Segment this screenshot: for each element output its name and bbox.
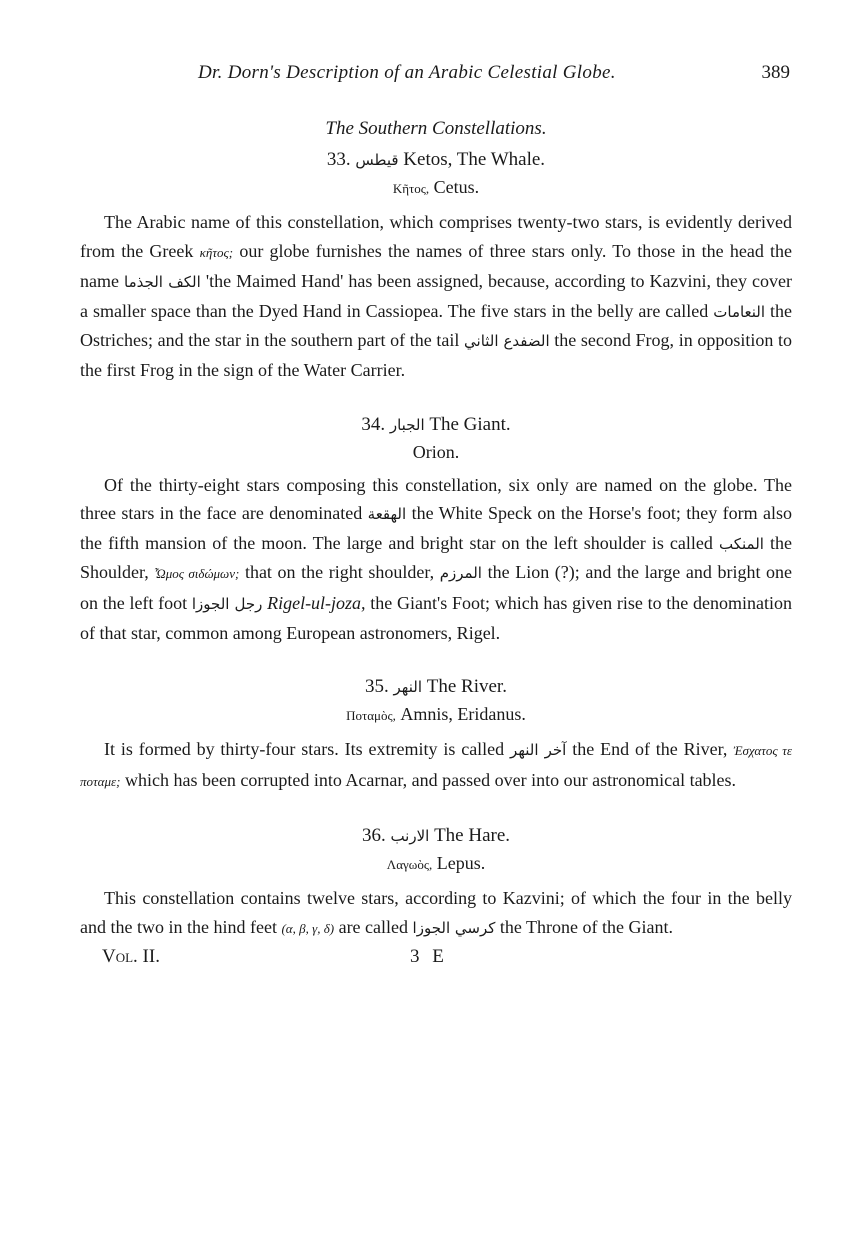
arabic-term: الكف الجذما bbox=[124, 273, 201, 292]
text: the second Frog, in opposition to the first Frog in the sign of the Water Carrier. bbox=[80, 330, 793, 380]
text: This constellation contains twelve stars, according to Kazvini; of which the four in the belly and the two in the hind feet bbox=[80, 888, 792, 937]
transliteration: Rigel-ul-joza, bbox=[267, 592, 366, 613]
entry-name: Ketos, The Whale. bbox=[403, 149, 546, 170]
entry-number: 36. bbox=[361, 825, 386, 847]
latin-name: Amnis, Eridanus. bbox=[400, 704, 526, 725]
arabic-term: المرزم bbox=[439, 564, 482, 583]
entry-number: 33. bbox=[326, 149, 351, 170]
text: the Lion (?); and the large and bright one on the left foot bbox=[80, 562, 793, 613]
page bbox=[80, 58, 792, 976]
arabic-term: الضفدع الثاني bbox=[464, 332, 550, 351]
greek-word: Ὦμος σιδώμων; bbox=[154, 566, 240, 582]
entry-name: The Giant. bbox=[429, 413, 511, 435]
text: the Throne of the Giant. bbox=[499, 916, 673, 937]
entry-35-heading bbox=[80, 673, 792, 701]
greek-word: κῆτος; bbox=[199, 244, 234, 260]
entry-35-subheading bbox=[80, 701, 792, 729]
entry-33-heading bbox=[80, 146, 792, 174]
arabic-name: الجبار bbox=[389, 415, 425, 434]
arabic-term: رجل الجوزا bbox=[191, 594, 263, 613]
entry-number: 34. bbox=[361, 413, 386, 435]
arabic-term: النعامات bbox=[713, 302, 766, 321]
entry-34-heading bbox=[80, 411, 792, 439]
text: the White Speck on the Horse's foot; they form also the fifth mansion of the moon. The large and bright star on the left shoulder is called bbox=[80, 503, 792, 553]
text: are called bbox=[338, 916, 409, 937]
greek-name: Λαγωὸς, bbox=[386, 857, 433, 873]
entry-33-paragraph bbox=[80, 208, 792, 385]
entry-name: The River. bbox=[426, 676, 507, 698]
running-title: Dr. Dorn's Description of an Arabic Celestial Globe. bbox=[198, 62, 616, 83]
greek-name: Ποταμὸς, bbox=[346, 708, 396, 724]
text: the End of the River, bbox=[572, 739, 728, 760]
text: that on the right shoulder, bbox=[244, 562, 435, 583]
arabic-name: النهر bbox=[393, 678, 422, 697]
text: which has been corrupted into Acarnar, and passed over into our astronomical tables. bbox=[124, 769, 737, 790]
arabic-name: الارنب bbox=[390, 827, 430, 846]
text: The Arabic name of this constellation, which comprises twenty-two stars, is evidently derived from the Greek bbox=[80, 212, 792, 261]
entry-36-heading bbox=[80, 822, 792, 850]
arabic-term: آخر النهر bbox=[510, 741, 567, 760]
text: Of the thirty-eight stars composing this constellation, six only are named on the globe. The three stars in the face are denominated bbox=[80, 474, 792, 524]
text: It is formed by thirty-four stars. Its extremity is called bbox=[104, 739, 505, 760]
running-head bbox=[80, 58, 792, 94]
entry-36-paragraph bbox=[80, 884, 792, 943]
page-footer bbox=[80, 946, 792, 976]
volume-mark: Vol. II. bbox=[102, 945, 160, 967]
page-number: 389 bbox=[761, 62, 790, 83]
latin-name: Cetus. bbox=[433, 177, 480, 197]
latin-name: Lepus. bbox=[436, 853, 486, 874]
section-title: The Southern Constellations. bbox=[325, 118, 547, 139]
entry-number: 35. bbox=[365, 676, 389, 698]
latin-name: Orion. bbox=[412, 441, 460, 462]
entry-34-paragraph bbox=[80, 471, 792, 648]
arabic-term: الهقعة bbox=[367, 505, 407, 524]
arabic-term: كرسي الجوزا bbox=[412, 918, 496, 937]
text: 'the Maimed Hand' has been assigned, because, according to Kazvini, they cover a smaller space than the Dyed Hand in Cassiopea. The five stars in the belly are called bbox=[80, 271, 793, 321]
arabic-term: المنكب bbox=[718, 534, 764, 553]
entry-35-paragraph bbox=[80, 735, 792, 796]
greek-name: Κῆτος, bbox=[392, 181, 430, 196]
entry-name: The Hare. bbox=[434, 825, 511, 847]
entry-33-subheading bbox=[80, 174, 792, 202]
greek-word: Ἐσχατος τε ποταμε; bbox=[80, 743, 793, 789]
signature-mark: 3 E bbox=[410, 945, 448, 967]
arabic-name: قيطس bbox=[355, 151, 399, 169]
text: the Ostriches; and the star in the southern part of the tail bbox=[80, 300, 793, 351]
entry-36-subheading bbox=[80, 850, 792, 878]
greek-word: (α, β, γ, δ) bbox=[281, 920, 335, 936]
entry-34-subheading bbox=[80, 439, 792, 465]
text: the Shoulder, bbox=[80, 532, 793, 583]
text: the Giant's Foot; which has given rise to the denomination of that star, common among European astronomers, Rigel. bbox=[80, 592, 793, 643]
text: our globe furnishes the names of three stars only. To those in the head the name bbox=[80, 240, 793, 292]
